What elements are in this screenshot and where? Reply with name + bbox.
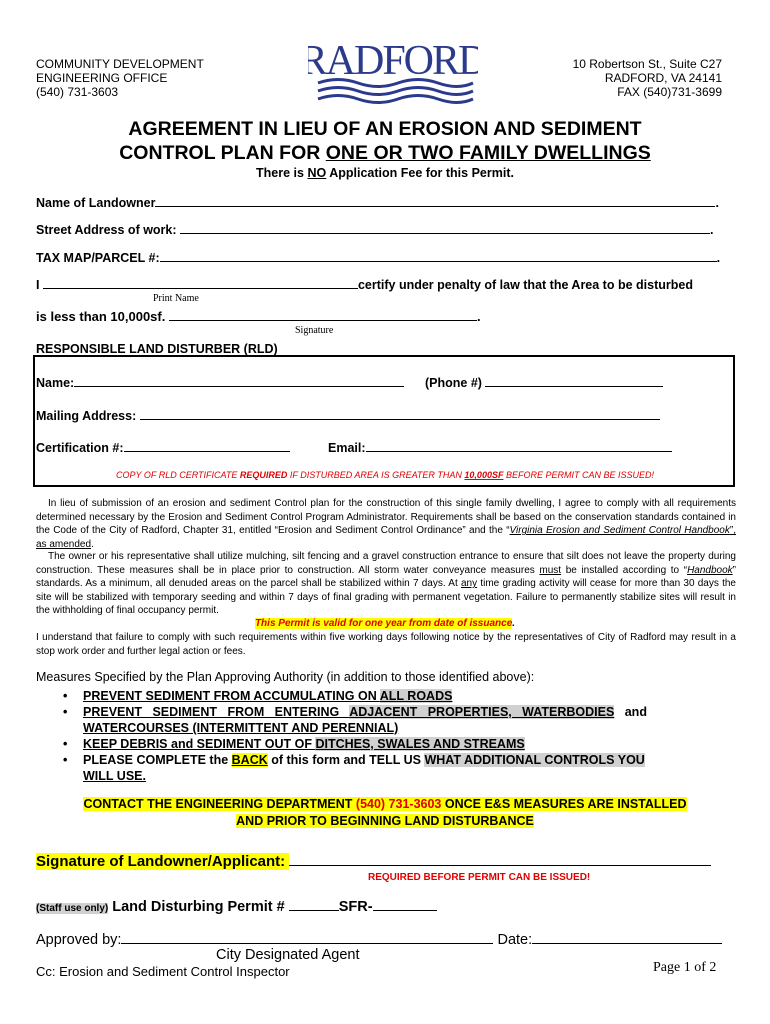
- landowner-signature-line[interactable]: [289, 851, 711, 866]
- list-item-continuation: WILL USE.: [83, 769, 146, 783]
- certify-text: certify under penalty of law that the Area to be disturbed: [357, 278, 693, 292]
- print-name-input-line[interactable]: [43, 276, 358, 289]
- list-item: • KEEP DEBRIS and SEDIMENT OUT OF DITCHES, SWALES AND STREAMS: [63, 737, 525, 751]
- rld-email-row: Email:: [328, 439, 672, 455]
- list-item: • PLEASE COMPLETE the BACK of this form and TELL US WHAT ADDITIONAL CONTROLS YOU: [63, 753, 645, 767]
- title-line-1: AGREEMENT IN LIEU OF AN EROSION AND SEDIMENT: [128, 118, 642, 140]
- rld-name-row: Name:: [36, 374, 404, 390]
- logo-wordmark: RADFORD: [308, 38, 478, 84]
- list-item-continuation: WATERCOURSES (INTERMITTENT AND PERENNIAL): [83, 721, 399, 735]
- approved-by-line[interactable]: [121, 929, 493, 944]
- fee-notice: There is NO Application Fee for this Permit.: [256, 166, 514, 180]
- sfr-number-line[interactable]: [373, 898, 437, 911]
- contact-address-block: [573, 57, 722, 99]
- staff-use-label: (Staff use only): [36, 903, 109, 914]
- required-notice: REQUIRED BEFORE PERMIT CAN BE ISSUED!: [368, 872, 591, 883]
- rld-mailing-input-line[interactable]: [140, 407, 660, 420]
- rld-cert-input-line[interactable]: [124, 439, 290, 452]
- paragraph-compliance: I understand that failure to comply with such requirements within five working days following notice by the representatives of City of Radford may result in a stop work order and further legal action or fees.: [36, 632, 736, 657]
- permit-number-line[interactable]: [289, 898, 339, 911]
- approval-row: Approved by: Date:: [36, 929, 722, 948]
- document-title: [0, 117, 770, 165]
- print-name-caption: Print Name: [153, 293, 199, 304]
- area-row: is less than 10,000sf. .: [36, 309, 481, 324]
- landowner-input-line[interactable]: [155, 194, 715, 207]
- street-input-line[interactable]: [180, 221, 710, 234]
- cc-line: Cc: Erosion and Sediment Control Inspector: [36, 964, 290, 979]
- rld-cert-row: Certification #:: [36, 439, 290, 455]
- permit-number-row: (Staff use only) Land Disturbing Permit # SFR-: [36, 898, 437, 916]
- street-field-row: Street Address of work: .: [36, 223, 714, 237]
- rld-email-input-line[interactable]: [366, 439, 672, 452]
- office-address-block: [36, 57, 204, 99]
- header-left-line: (540) 731-3603: [36, 85, 119, 99]
- taxmap-field-row: TAX MAP/PARCEL #: .: [36, 251, 721, 265]
- page-number: Page 1 of 2: [653, 960, 717, 975]
- street-label: Street Address of work:: [36, 223, 181, 237]
- list-item: • PREVENT SEDIMENT FROM ENTERING ADJACENT PROPERTIES, WATERBODIES and: [63, 705, 647, 719]
- paragraph-measures: The owner or his representative shall utilize mulching, silt fencing and a gravel construction entrance to ensure that silt does not leave the property during construction. These measures shall be in place prior to construction. All storm water conveyance measures must be installed according to “Handbook” standards. As a minimum, all denuded areas on the parcel shall be stabilized within 7 days. At any time grading activity will cease for more than 30 days the site will be stabilized with temporary seeding and within 7 days of final grading with permanent vegetation. Failure to permanently stabilize sites will result in the withholding of final occupancy permit.: [36, 551, 736, 617]
- rld-certificate-notice: COPY OF RLD CERTIFICATE REQUIRED IF DISTURBED AREA IS GREATER THAN 10,000SF BEFORE PERMIT CAN BE ISSUED!: [116, 470, 654, 480]
- taxmap-label: TAX MAP/PARCEL #:: [36, 251, 160, 265]
- landowner-field-row: Name of Landowner .: [36, 196, 719, 210]
- rld-phone-row: (Phone #): [425, 374, 663, 390]
- agent-caption: City Designated Agent: [216, 947, 360, 963]
- header-left-line: ENGINEERING OFFICE: [36, 71, 168, 85]
- title-line-2: CONTROL PLAN FOR ONE OR TWO FAMILY DWELLINGS: [119, 142, 651, 164]
- permit-validity: This Permit is valid for one year from date of issuance.: [254, 618, 516, 629]
- header-right-line: RADFORD, VA 24141: [604, 71, 722, 85]
- signature-caption: Signature: [295, 325, 334, 336]
- certify-row: I certify under penalty of law that the Area to be disturbed: [36, 278, 693, 292]
- approval-date-line[interactable]: [532, 929, 722, 944]
- contact-notice: CONTACT THE ENGINEERING DEPARTMENT (540) 731-3603 ONCE E&S MEASURES ARE INSTALLED AND PRIOR TO BEGINNING LAND DISTURBANCE: [83, 797, 687, 828]
- rld-mailing-row: Mailing Address:: [36, 407, 660, 423]
- landowner-label: Name of Landowner: [36, 196, 156, 210]
- landowner-signature-row: Signature of Landowner/Applicant:: [36, 851, 711, 870]
- list-item: • PREVENT SEDIMENT FROM ACCUMULATING ON ALL ROADS: [63, 689, 453, 703]
- signature-input-line[interactable]: [169, 308, 477, 321]
- radford-logo: [308, 28, 478, 108]
- header-right-line: FAX (540)731-3699: [617, 85, 722, 99]
- measures-heading: Measures Specified by the Plan Approving Authority (in addition to those identified above):: [36, 670, 535, 684]
- rld-phone-input-line[interactable]: [485, 374, 663, 387]
- header-right-line: 10 Robertson St., Suite C27: [572, 57, 722, 71]
- paragraph-agreement: In lieu of submission of an erosion and sediment Control plan for the construction of this single family dwelling, I agree to comply with all requirements determined necessary by the Erosion and Sediment Control Program Administrator. Requirements shall be based on the conservation standards contained in the Code of the City of Radford, Chapter 31, entitled “Erosion and Sediment Control Ordinance” and the “Virginia Erosion and Sediment Control Handbook”, as amended.: [36, 498, 736, 550]
- rld-heading: RESPONSIBLE LAND DISTURBER (RLD): [36, 342, 278, 356]
- measures-list: [63, 688, 735, 784]
- rld-name-input-line[interactable]: [74, 374, 404, 387]
- header-left-line: COMMUNITY DEVELOPMENT: [36, 57, 204, 71]
- taxmap-input-line[interactable]: [160, 249, 717, 262]
